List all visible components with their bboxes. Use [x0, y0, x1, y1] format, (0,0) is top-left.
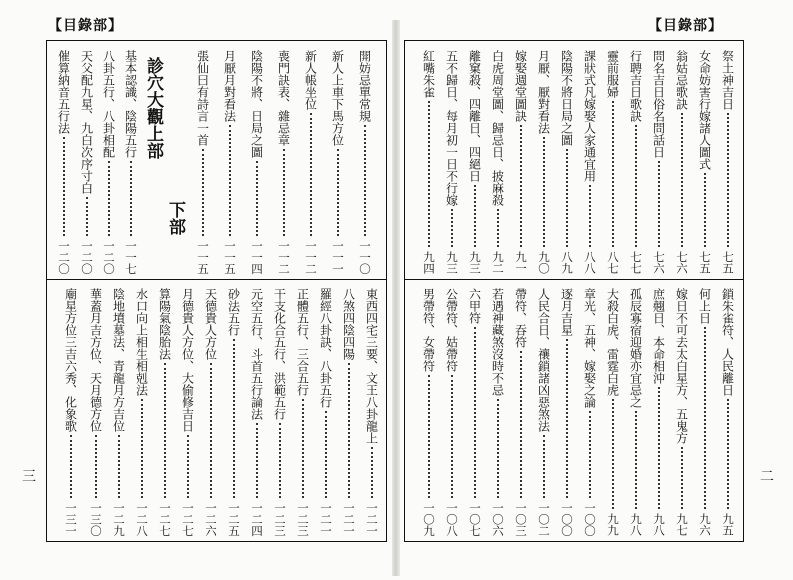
toc-entry-title: 八卦五行、八卦相配	[101, 50, 116, 158]
toc-leader-dots	[70, 435, 72, 498]
toc-entry-title: 逐月吉星	[559, 288, 574, 336]
toc-entry-page: 九八	[652, 513, 666, 536]
toc-entry-title: 鎖朱雀符、人民離日	[720, 288, 735, 396]
subsection-title: 診穴大觀上部	[143, 57, 163, 159]
toc-entry-page: 九四	[422, 251, 436, 274]
toc-entry-page: 七五	[698, 251, 712, 274]
toc-leader-dots	[612, 399, 614, 509]
toc-entry-title: 水口向上相生相剋法	[134, 288, 149, 396]
toc-entry-page: 七五	[721, 251, 735, 274]
toc-entry-page: 一二〇	[80, 239, 94, 274]
toc-entry-page: 一二七	[181, 501, 195, 536]
toc-entry-title: 大殺白虎、雷霆白虎	[605, 288, 620, 396]
toc-entry	[624, 41, 647, 279]
left-top-panel	[47, 41, 386, 279]
toc-leader-dots	[283, 149, 285, 236]
toc-leader-dots	[348, 363, 350, 498]
toc-leader-dots	[451, 375, 453, 498]
toc-entry-title: 元空五行、斗首五行論法	[249, 288, 264, 420]
right-page-header: 【目錄部】	[648, 18, 723, 34]
toc-entry-title: 何上日	[697, 288, 712, 324]
toc-entry-title: 人民合日、禳鎖諸凶惡煞法	[536, 288, 551, 432]
toc-leader-dots	[543, 137, 545, 247]
toc-leader-dots	[202, 149, 204, 236]
toc-entry-page: 九二	[491, 251, 505, 274]
toc-entry-title: 問名吉日俗名問話日	[651, 50, 666, 158]
toc-entry-title: 砂法五行	[226, 288, 241, 336]
toc-entry-page: 一二九	[112, 501, 126, 536]
toc-leader-dots	[474, 327, 476, 498]
toc-entry-page: 一二三	[296, 501, 310, 536]
toc-entry-title: 催算納音五行法	[56, 50, 71, 134]
toc-entry-page: 一二一	[319, 501, 333, 536]
toc-entry-page: 九七	[675, 513, 689, 536]
toc-entry	[337, 280, 360, 541]
toc-leader-dots	[371, 447, 373, 498]
left-page-number: 三	[22, 469, 36, 485]
toc-leader-dots	[187, 435, 189, 498]
toc-entry-title: 算陽氣陰胎法	[157, 288, 172, 360]
toc-entry	[601, 280, 624, 541]
toc-entry-page: 九六	[698, 513, 712, 536]
toc-entry-title: 白虎周堂圖、歸忌日、披麻殺	[490, 50, 505, 206]
toc-entry-title: 干支化合五行、洪範五行	[272, 288, 287, 420]
toc-entry-page: 九一	[514, 251, 528, 274]
toc-entry	[693, 41, 716, 279]
toc-leader-dots	[658, 161, 660, 247]
right-page-number: 二	[760, 469, 774, 485]
toc-leader-dots	[520, 351, 522, 498]
toc-entry	[647, 41, 670, 279]
toc-entry	[245, 41, 268, 279]
toc-entry-title: 月厭、厭對看法	[536, 50, 551, 134]
toc-entry	[130, 280, 153, 541]
toc-leader-dots	[497, 209, 499, 247]
toc-entry-page: 七七	[629, 251, 643, 274]
toc-entry-title: 東西四宅三要、文王八卦龍上	[364, 288, 379, 444]
toc-entry-page: 九〇	[537, 251, 551, 274]
toc-entry-page: 一一四	[250, 239, 264, 274]
toc-entry	[532, 280, 555, 541]
toc-entry-title: 天德貴人方位	[203, 288, 218, 360]
toc-entry-title: 基本認識、陰陽五行	[123, 50, 138, 158]
toc-entry-page: 一〇九	[422, 501, 436, 536]
toc-entry	[486, 280, 509, 541]
toc-entry-title: 月厭月對看法	[222, 50, 237, 122]
right-bottom-panel	[405, 280, 743, 541]
toc-entry-page: 一二八	[135, 501, 149, 536]
toc-entry-title: 八煞四陰四陽	[341, 288, 356, 360]
toc-leader-dots	[566, 149, 568, 247]
toc-entry	[532, 41, 555, 279]
toc-entry-title: 帶符、吞符	[513, 288, 528, 348]
toc-entry-title: 翁姑忌歌訣	[674, 50, 689, 110]
left-bottom-panel	[47, 280, 386, 541]
toc-entry	[75, 41, 98, 279]
toc-leader-dots	[612, 101, 614, 247]
toc-entry	[463, 41, 486, 279]
toc-entry	[578, 280, 601, 541]
toc-entry	[716, 280, 739, 541]
toc-leader-dots	[108, 161, 110, 236]
toc-entry-title: 華蓋月吉方位、天月德方位	[88, 288, 103, 432]
toc-entry	[440, 41, 463, 279]
toc-entry	[314, 280, 337, 541]
toc-entry	[647, 280, 670, 541]
toc-entry-title: 開妨忌單常規	[357, 50, 372, 122]
right-toc-box	[404, 40, 744, 542]
toc-entry-title: 羅經八卦訣、八卦五行	[318, 288, 333, 408]
toc-entry-title: 正體五行、三合五行	[295, 288, 310, 396]
toc-entry-page: 一三一	[64, 501, 78, 536]
toc-entry	[97, 41, 120, 279]
toc-entry-page: 九三	[445, 251, 459, 274]
toc-leader-dots	[118, 435, 120, 498]
toc-leader-dots	[451, 209, 453, 247]
toc-leader-dots	[589, 185, 591, 247]
toc-entry	[601, 41, 624, 279]
toc-entry	[299, 41, 322, 279]
toc-leader-dots	[428, 101, 430, 247]
toc-leader-dots	[256, 161, 258, 236]
toc-entry	[326, 41, 349, 279]
toc-entry	[107, 280, 130, 541]
toc-entry	[417, 280, 440, 541]
toc-entry-title: 紅嘴朱雀	[421, 50, 436, 98]
toc-entry-page: 九八	[629, 513, 643, 536]
toc-entry-title: 嫁娶週堂圖訣	[513, 50, 528, 122]
toc-entry	[417, 41, 440, 279]
toc-entry-title: 喪門訣表、雜忌章	[276, 50, 291, 146]
toc-entry-page: 一二三	[273, 501, 287, 536]
toc-entry-page: 一〇〇	[560, 501, 574, 536]
toc-entry-page: 一〇八	[445, 501, 459, 536]
toc-leader-dots	[635, 411, 637, 509]
toc-entry-title: 靈前服婦	[605, 50, 620, 98]
toc-leader-dots	[566, 339, 568, 498]
toc-leader-dots	[635, 125, 637, 247]
toc-entry	[176, 280, 199, 541]
toc-entry-title: 課狀式凡嫁娶人家通宜用	[582, 50, 597, 182]
toc-entry	[119, 41, 142, 279]
toc-entry	[440, 280, 463, 541]
toc-leader-dots	[337, 149, 339, 236]
toc-entry-title: 五不歸日、每月初一日不行嫁	[444, 50, 459, 206]
toc-entry-page: 一一〇	[358, 239, 372, 274]
toc-entry-page: 一一一	[331, 239, 345, 274]
toc-entry	[199, 280, 222, 541]
toc-entry-page: 九三	[468, 251, 482, 274]
toc-entry-page: 一二五	[227, 501, 241, 536]
toc-leader-dots	[233, 339, 235, 498]
toc-entry-page: 一〇三	[514, 501, 528, 536]
toc-entry-page: 七六	[652, 251, 666, 274]
toc-entry-title: 行聘吉日歌訣	[628, 50, 643, 122]
toc-entry-title: 女命妨害行嫁諸人圖式	[697, 50, 712, 170]
toc-leader-dots	[229, 125, 231, 236]
toc-entry-title: 新人上車下馬方位	[330, 50, 345, 146]
toc-entry-title: 陰地墳墓法、青龍月方吉位	[111, 288, 126, 432]
toc-leader-dots	[474, 185, 476, 247]
toc-entry-title: 公帶符、姑帶符	[444, 288, 459, 372]
toc-entry	[509, 280, 532, 541]
toc-leader-dots	[497, 399, 499, 498]
left-toc-box	[46, 40, 387, 542]
toc-entry-page: 一二六	[204, 501, 218, 536]
toc-leader-dots	[589, 411, 591, 498]
toc-entry-title: 陰陽不將日局之圖	[559, 50, 574, 146]
toc-leader-dots	[428, 375, 430, 498]
toc-leader-dots	[63, 137, 65, 236]
toc-entry	[716, 41, 739, 279]
toc-entry-page: 一〇七	[468, 501, 482, 536]
toc-leader-dots	[704, 173, 706, 247]
toc-entry-title: 章光、五神、嫁娶之論	[582, 288, 597, 408]
toc-entry-page: 一一五	[196, 239, 210, 274]
toc-entry	[555, 41, 578, 279]
toc-entry	[486, 41, 509, 279]
toc-entry	[272, 41, 295, 279]
toc-entry-page: 八八	[583, 251, 597, 274]
toc-leader-dots	[704, 327, 706, 509]
section-title: 下部	[165, 201, 185, 235]
toc-entry-title: 新人帳坐位	[303, 50, 318, 110]
toc-entry-page: 九五	[721, 513, 735, 536]
toc-entry-title: 孤辰寡宿迎婚亦宜忌之	[628, 288, 643, 408]
toc-leader-dots	[141, 399, 143, 498]
toc-entry	[153, 280, 176, 541]
toc-entry-title: 天父配九星、九白次序寸白	[79, 50, 94, 194]
right-top-panel	[405, 41, 743, 279]
toc-entry-page: 一二〇	[57, 239, 71, 274]
toc-entry	[555, 280, 578, 541]
toc-entry	[84, 280, 107, 541]
toc-entry	[693, 280, 716, 541]
toc-leader-dots	[302, 399, 304, 498]
toc-entry-title: 若遇神藏煞沒時不忌	[490, 288, 505, 396]
toc-leader-dots	[95, 435, 97, 498]
toc-entry	[268, 280, 291, 541]
toc-leader-dots	[325, 411, 327, 498]
toc-entry	[670, 41, 693, 279]
toc-entry-page: 一〇六	[491, 501, 505, 536]
toc-entry-title: 六甲符	[467, 288, 482, 324]
toc-entry-page: 八七	[606, 251, 620, 274]
toc-entry	[52, 41, 75, 279]
toc-entry-page: 一二一	[342, 501, 356, 536]
toc-leader-dots	[279, 423, 281, 498]
toc-leader-dots	[543, 435, 545, 498]
toc-entry	[222, 280, 245, 541]
toc-entry-title: 月德貴人方位、大偷修吉日	[180, 288, 195, 432]
toc-entry-page: 一二〇	[102, 239, 116, 274]
toc-leader-dots	[310, 113, 312, 236]
toc-entry-title: 離窠殺、四離日、四絕日	[467, 50, 482, 182]
toc-entry-page: 一〇二	[537, 501, 551, 536]
toc-entry-page: 九九	[606, 513, 620, 536]
toc-entry	[291, 280, 314, 541]
toc-entry-page: 一二一	[365, 501, 379, 536]
toc-leader-dots	[681, 113, 683, 247]
toc-entry	[509, 41, 532, 279]
toc-entry	[578, 41, 601, 279]
toc-entry	[670, 280, 693, 541]
toc-entry-page: 一三〇	[89, 501, 103, 536]
toc-leader-dots	[658, 387, 660, 509]
toc-leader-dots	[364, 125, 366, 236]
toc-entry-title: 廟星方位三吉六秀、化象歌	[63, 288, 78, 432]
toc-entry-title: 陰陽不將、日局之圖	[249, 50, 264, 158]
toc-entry	[191, 41, 214, 279]
left-page-header: 【目錄部】	[48, 18, 123, 34]
toc-entry	[624, 280, 647, 541]
toc-entry-page: 一二四	[250, 501, 264, 536]
toc-leader-dots	[210, 363, 212, 498]
toc-leader-dots	[681, 447, 683, 509]
toc-entry-title: 祭土神吉日	[720, 50, 735, 110]
toc-entry	[360, 280, 383, 541]
toc-entry-title: 張仙曰有詩言一首	[195, 50, 210, 146]
toc-leader-dots	[727, 399, 729, 509]
toc-leader-dots	[130, 161, 132, 236]
toc-entry	[218, 41, 241, 279]
toc-entry-page: 一二七	[158, 501, 172, 536]
toc-leader-dots	[86, 197, 88, 236]
toc-entry	[353, 41, 376, 279]
toc-entry-page: 七六	[675, 251, 689, 274]
toc-entry	[463, 280, 486, 541]
toc-entry-title: 庶翹日、本命相沖	[651, 288, 666, 384]
toc-entry-page: 一一二	[304, 239, 318, 274]
toc-entry-page: 八九	[560, 251, 574, 274]
toc-entry-page: 一一五	[223, 239, 237, 274]
toc-leader-dots	[727, 113, 729, 247]
toc-leader-dots	[520, 125, 522, 247]
toc-entry-title: 嫁日不可去太白星方、五鬼方	[674, 288, 689, 444]
toc-entry-page: 一一七	[124, 239, 138, 274]
toc-leader-dots	[256, 423, 258, 498]
toc-entry-page: 一一二	[277, 239, 291, 274]
toc-entry	[59, 280, 82, 541]
toc-entry-page: 一〇〇	[583, 501, 597, 536]
book-spine	[392, 20, 400, 576]
toc-entry	[245, 280, 268, 541]
toc-entry-title: 男帶符、女帶符	[421, 288, 436, 372]
toc-leader-dots	[164, 363, 166, 498]
